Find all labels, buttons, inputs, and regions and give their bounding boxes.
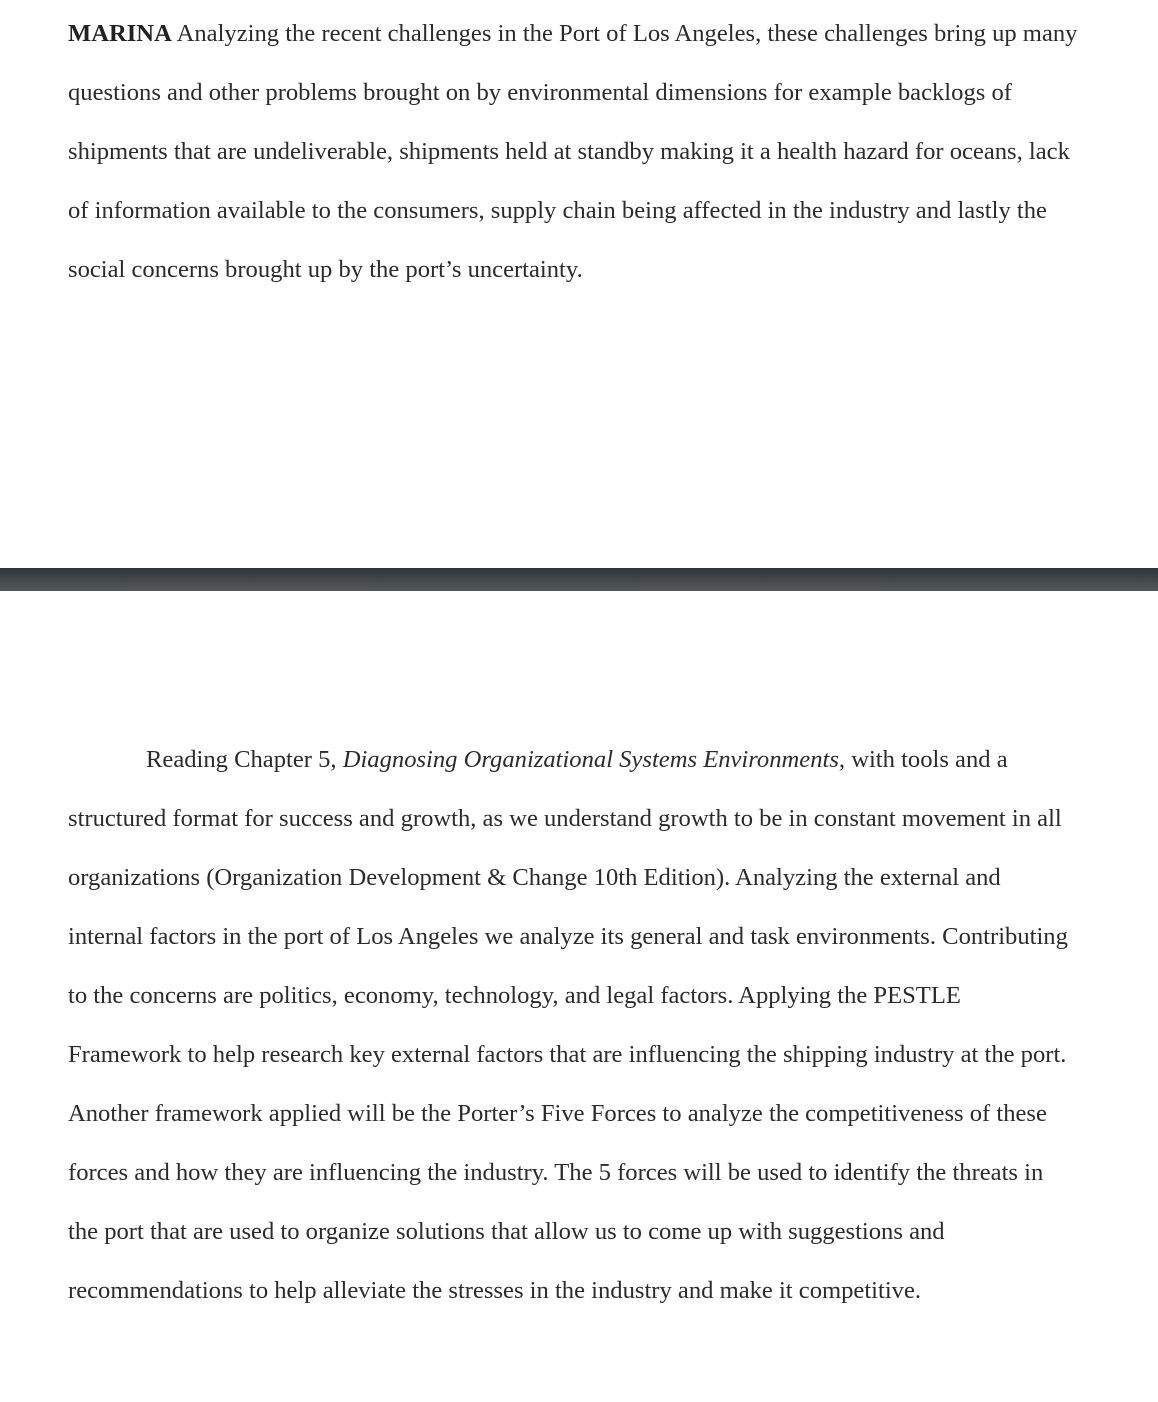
chapter-paragraph-body: with tools and a structured format for success and growth, as we understand growth to be in constant movement in all organizations (Organization Development & Change 10th Edition). Analyzing the external and internal factors in the port of Los Angeles we analyze its general and task environments. Contributing to the concerns are politics, economy, technology, and legal factors. Applying the PESTLE Framework to help research key external factors that are influencing the shipping industry at the port. Another framework applied will be the Porter’s Five Forces to analyze the competitiveness of these forces and how they are influencing the industry. The 5 forces will be used to identify the threats in the port that are used to organize solutions that allow us to come up with suggestions and recommendations to help alleviate the stresses in the industry and make it competitive. <box>68 746 1068 1304</box>
speaker-name: MARINA <box>68 20 172 47</box>
page-break-divider <box>0 568 1158 591</box>
chapter-paragraph-intro: Reading Chapter 5, <box>146 746 343 773</box>
document-page-bottom <box>0 591 1158 1402</box>
marina-paragraph <box>68 4 1078 299</box>
document-page-top <box>0 0 1158 568</box>
chapter-paragraph <box>68 730 1078 1320</box>
marina-paragraph-text: Analyzing the recent challenges in the Port of Los Angeles, these challenges bring up many questions and other problems brought on by environmental dimensions for example backlogs of shipments that are undeliverable, shipments held at standby making it a health hazard for oceans, lack of information available to the consumers, supply chain being affected in the industry and lastly the social concerns brought up by the port’s uncertainty. <box>68 20 1078 283</box>
chapter-title: Diagnosing Organizational Systems Environments, <box>342 746 846 773</box>
